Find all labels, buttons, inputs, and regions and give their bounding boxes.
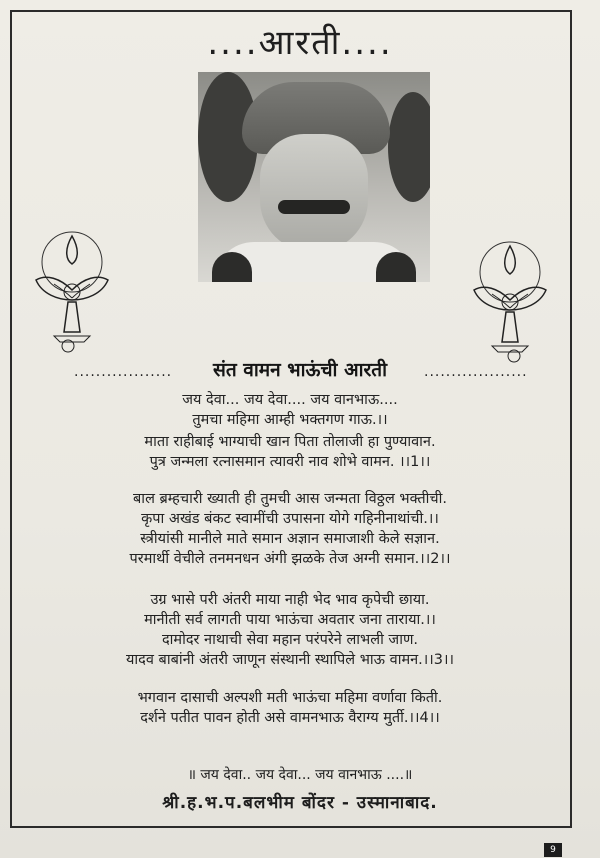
stanza-line: माता राहीबाई भाग्याची खान पिता तोलाजी हा पुण्यावान. [144,434,436,450]
lamp-icon-right [462,238,558,368]
stanza-4 [40,688,540,728]
stanza-line: यादव बाबांनी अंतरी जाणून संस्थानी स्थापिले भाऊ वामन.।।3।। [126,652,454,668]
stanza-line: दर्शने पतीत पावन होती असे वामनभाऊ वैराग्य मुर्ती.।।4।। [140,710,440,726]
refrain-line: तुमचा महिमा आम्ही भक्तगण गाऊ.।। [192,412,388,428]
stanza-3 [40,590,540,670]
closing-chorus: ॥ जय देवा.. जय देवा... जय वानभाऊ ....॥ [187,767,413,783]
stanza-line: पुत्र जन्मला रत्नासमान त्यावरी नाव शोभे वामन. ।।1।। [149,454,431,470]
subtitle-dots-left: .................. [74,364,173,380]
page-title: ....आरती.... [207,23,393,63]
stanza-line: भगवान दासाची अल्पशी मती भाऊंचा महिमा वर्णावा किती. [137,690,443,706]
stanza-line: स्त्रीयांसी मानीले माते समान अज्ञान समाजाशी केले सज्ञान. [140,531,440,547]
stanza-2 [40,489,540,569]
subtitle-row [60,356,540,386]
stanza-line: कृपा अखंड बंकट स्वामींची उपासना योगे गहिनीनाथांची.।। [141,511,439,527]
author-signature: श्री.ह.भ.प.बलभीम बोंदर - उस्मानाबाद. [162,793,438,813]
stanza-line: उग्र भासे परी अंतरी माया नाही भेद भाव कृपेची छाया. [150,592,430,608]
subtitle-dots-right: ................... [424,364,528,380]
refrain [40,390,540,430]
refrain-line: जय देवा... जय देवा.... जय वानभाऊ.... [182,392,398,408]
aarti-subtitle: संत वामन भाऊंची आरती [212,359,388,381]
stanza-line: दामोदर नाथाची सेवा महान परंपरेने लाभली जाण. [161,632,419,648]
stanza-line: बाल ब्रम्हचारी ख्याती ही तुमची आस जन्मता विठ्ठल भक्तीची. [133,491,447,507]
stanza-1 [40,432,540,472]
portrait-photo [198,72,430,282]
page-number: 9 [544,843,562,857]
stanza-line: परमार्थी वेचीले तनमनधन अंगी झळके तेज अग्नी समान.।।2।। [129,551,451,567]
stanza-line: मानीती सर्व लागती पाया भाऊंचा अवतार जना ताराया.।। [144,612,436,628]
lamp-icon-left [24,228,120,358]
